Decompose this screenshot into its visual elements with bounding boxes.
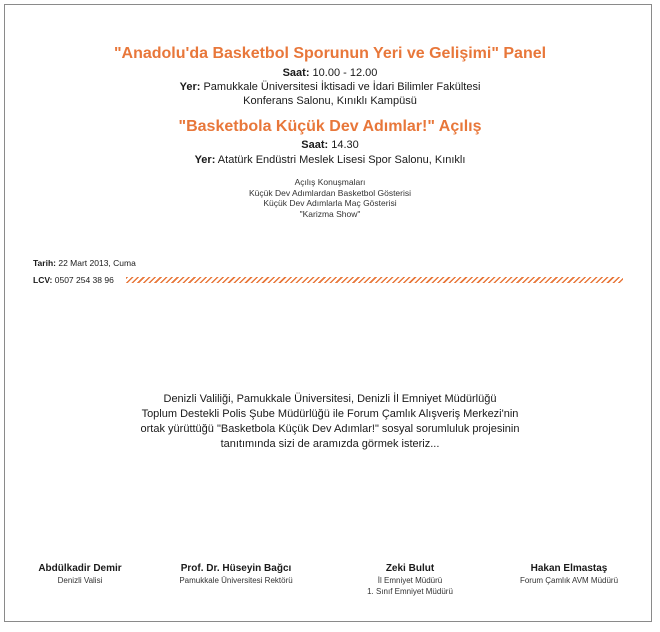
message-line: Toplum Destekli Polis Şube Müdürlüğü ile Forum Çamlık Alışveriş Merkezi'nin	[141, 408, 519, 420]
message-line: tanıtımında sizi de aramızda görmek isteriz...	[220, 438, 440, 450]
panel-time-value: 10.00 - 12.00	[309, 67, 378, 79]
panel-place	[0, 80, 660, 94]
signature-name: Prof. Dr. Hüseyin Bağcı	[180, 563, 292, 574]
program-item: Açılış Konuşmaları	[294, 177, 366, 187]
panel-place-line-2: Konferans Salonu, Kınıklı Kampüsü	[243, 95, 417, 107]
message-line: ortak yürüttüğü "Basketbola Küçük Dev Adımlar!" sosyal sorumluluk projesinin	[140, 423, 520, 435]
invitation-message	[0, 392, 660, 452]
signature-bulut	[330, 562, 490, 597]
signature-role: İl Emniyet Müdürü	[377, 576, 443, 585]
opening-time-value: 14.30	[328, 139, 359, 151]
signature-demir	[0, 562, 160, 586]
program-item: Küçük Dev Adımlarla Maç Gösterisi	[263, 198, 397, 208]
program-list	[0, 177, 660, 219]
signature-elmastas	[489, 562, 649, 586]
decorative-stripe	[126, 277, 623, 283]
signature-role: Pamukkale Üniversitesi Rektörü	[179, 576, 293, 585]
event-date	[33, 258, 136, 268]
opening-title: "Basketbola Küçük Dev Adımlar!" Açılış	[178, 118, 482, 135]
rsvp-phone: 0507 254 38 96	[52, 275, 114, 285]
panel-place-value: Pamukkale Üniversitesi İktisadi ve İdari Bilimler Fakültesi	[200, 81, 481, 93]
date-label: Tarih:	[33, 258, 56, 268]
panel-time	[0, 66, 660, 80]
signature-bagci	[156, 562, 316, 586]
opening-place-value: Atatürk Endüstri Meslek Lisesi Spor Salonu, Kınıklı	[215, 154, 466, 166]
panel-place-label: Yer:	[179, 81, 201, 93]
signature-name: Zeki Bulut	[385, 563, 435, 574]
signature-role-secondary: 1. Sınıf Emniyet Müdürü	[367, 587, 453, 596]
opening-time-label: Saat:	[301, 139, 329, 151]
message-line: Denizli Valiliği, Pamukkale Üniversitesi, Denizli İl Emniyet Müdürlüğü	[163, 393, 497, 405]
signature-role: Forum Çamlık AVM Müdürü	[519, 576, 619, 585]
opening-place	[0, 153, 660, 167]
opening-time	[0, 138, 660, 152]
signature-name: Abdülkadir Demir	[38, 563, 122, 574]
rsvp-contact	[33, 275, 114, 285]
opening-place-label: Yer:	[194, 154, 216, 166]
rsvp-label: LCV:	[33, 275, 53, 285]
signature-role: Denizli Valisi	[57, 576, 103, 585]
signature-name: Hakan Elmastaş	[530, 563, 608, 574]
panel-title: "Anadolu'da Basketbol Sporunun Yeri ve Gelişimi" Panel	[113, 45, 547, 62]
panel-time-label: Saat:	[282, 67, 310, 79]
program-item: Küçük Dev Adımlardan Basketbol Gösterisi	[248, 187, 412, 198]
program-item: "Karizma Show"	[299, 208, 361, 219]
date-value: 22 Mart 2013, Cuma	[55, 258, 136, 268]
